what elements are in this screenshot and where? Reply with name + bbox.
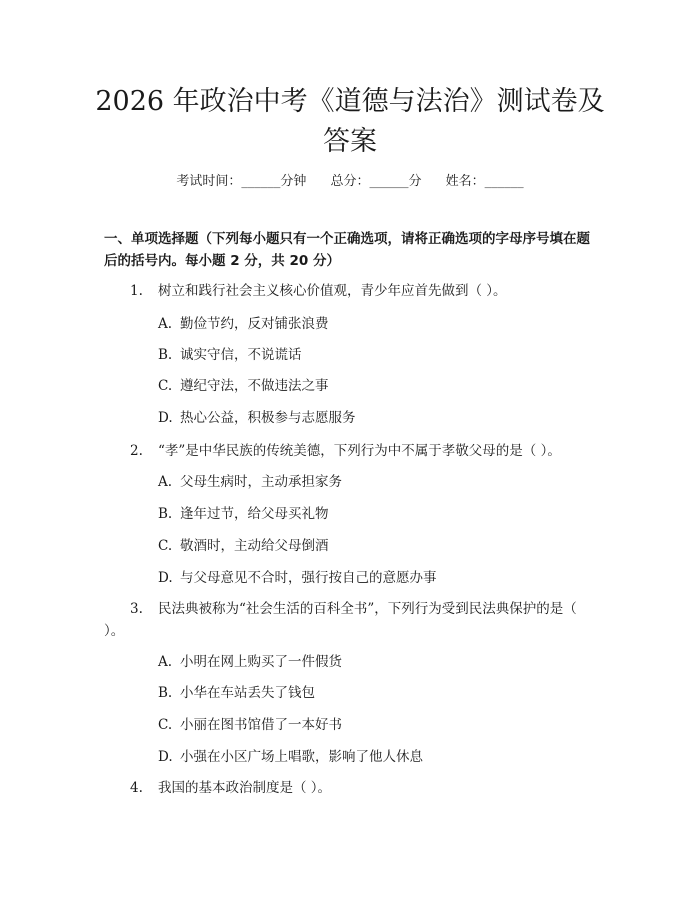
option-text: 逢年过节，给父母买礼物	[180, 506, 329, 522]
exam-time-field: 考试时间：______分钟	[176, 174, 307, 189]
option-letter: D.	[158, 570, 173, 586]
question-3	[104, 598, 596, 642]
question-3-option-b	[158, 682, 315, 704]
question-number: 4.	[130, 780, 143, 796]
option-letter: C.	[158, 538, 173, 554]
question-2	[104, 440, 596, 462]
option-letter: D.	[158, 749, 173, 765]
option-letter: D.	[158, 410, 173, 426]
question-2-option-c	[158, 535, 329, 557]
exam-time-blank: ______	[241, 174, 281, 189]
option-text: 父母生病时，主动承担家务	[180, 474, 342, 490]
option-text: 小华在车站丢失了钱包	[180, 685, 315, 701]
student-name-field: 姓名：______	[445, 174, 524, 189]
question-3-option-c	[158, 714, 342, 736]
question-1-option-b	[158, 344, 302, 366]
option-text: 敬酒时，主动给父母倒酒	[180, 538, 329, 554]
question-4	[104, 777, 596, 799]
exam-info-line	[0, 170, 700, 189]
question-number: 3.	[130, 601, 143, 617]
question-1-option-d	[158, 407, 356, 429]
option-text: 热心公益，积极参与志愿服务	[180, 410, 356, 426]
option-text: 与父母意见不合时，强行按自己的意愿办事	[180, 570, 437, 586]
student-name-blank: ______	[484, 174, 524, 189]
question-1-option-c	[158, 375, 329, 397]
question-text: 我国的基本政治制度是（ ）。	[158, 780, 332, 796]
option-text: 小明在网上购买了一件假货	[180, 654, 342, 670]
option-text: 遵纪守法，不做违法之事	[180, 378, 329, 394]
option-letter: B.	[158, 347, 173, 363]
question-3-option-d	[158, 746, 423, 768]
option-letter: A.	[158, 654, 173, 670]
question-1-option-a	[158, 313, 329, 335]
option-text: 小丽在图书馆借了一本好书	[180, 717, 342, 733]
option-text: 诚实守信，不说谎话	[180, 347, 302, 363]
question-3-option-a	[158, 651, 342, 673]
option-letter: C.	[158, 717, 173, 733]
question-number: 2.	[130, 443, 143, 459]
option-text: 小强在小区广场上唱歌，影响了他人休息	[180, 749, 423, 765]
question-text: 树立和践行社会主义核心价值观，青少年应首先做到（ ）。	[158, 283, 507, 299]
question-2-option-d	[158, 567, 437, 589]
option-letter: B.	[158, 506, 173, 522]
option-letter: A.	[158, 474, 173, 490]
question-text: “孝”是中华民族的传统美德，下列行为中不属于孝敬父母的是（ ）。	[158, 443, 561, 459]
question-2-option-a	[158, 471, 342, 493]
option-letter: A.	[158, 316, 173, 332]
section-heading: 一、单项选择题（下列每小题只有一个正确选项，请将正确选项的字母序号填在题后的括号内。每小题 2 分，共 20 分）	[104, 231, 590, 269]
total-score-field: 总分：______分	[330, 174, 422, 189]
question-number: 1.	[130, 283, 143, 299]
page-title: 2026 年政治中考《道德与法治》测试卷及答案	[95, 86, 605, 157]
question-text: 民法典被称为“社会生活的百科全书”，下列行为受到民法典保护的是（ ）。	[104, 601, 577, 639]
option-letter: C.	[158, 378, 173, 394]
question-1	[104, 280, 596, 302]
option-text: 勤俭节约，反对铺张浪费	[180, 316, 329, 332]
question-2-option-b	[158, 503, 329, 525]
option-letter: B.	[158, 685, 173, 701]
total-score-blank: ______	[369, 174, 409, 189]
